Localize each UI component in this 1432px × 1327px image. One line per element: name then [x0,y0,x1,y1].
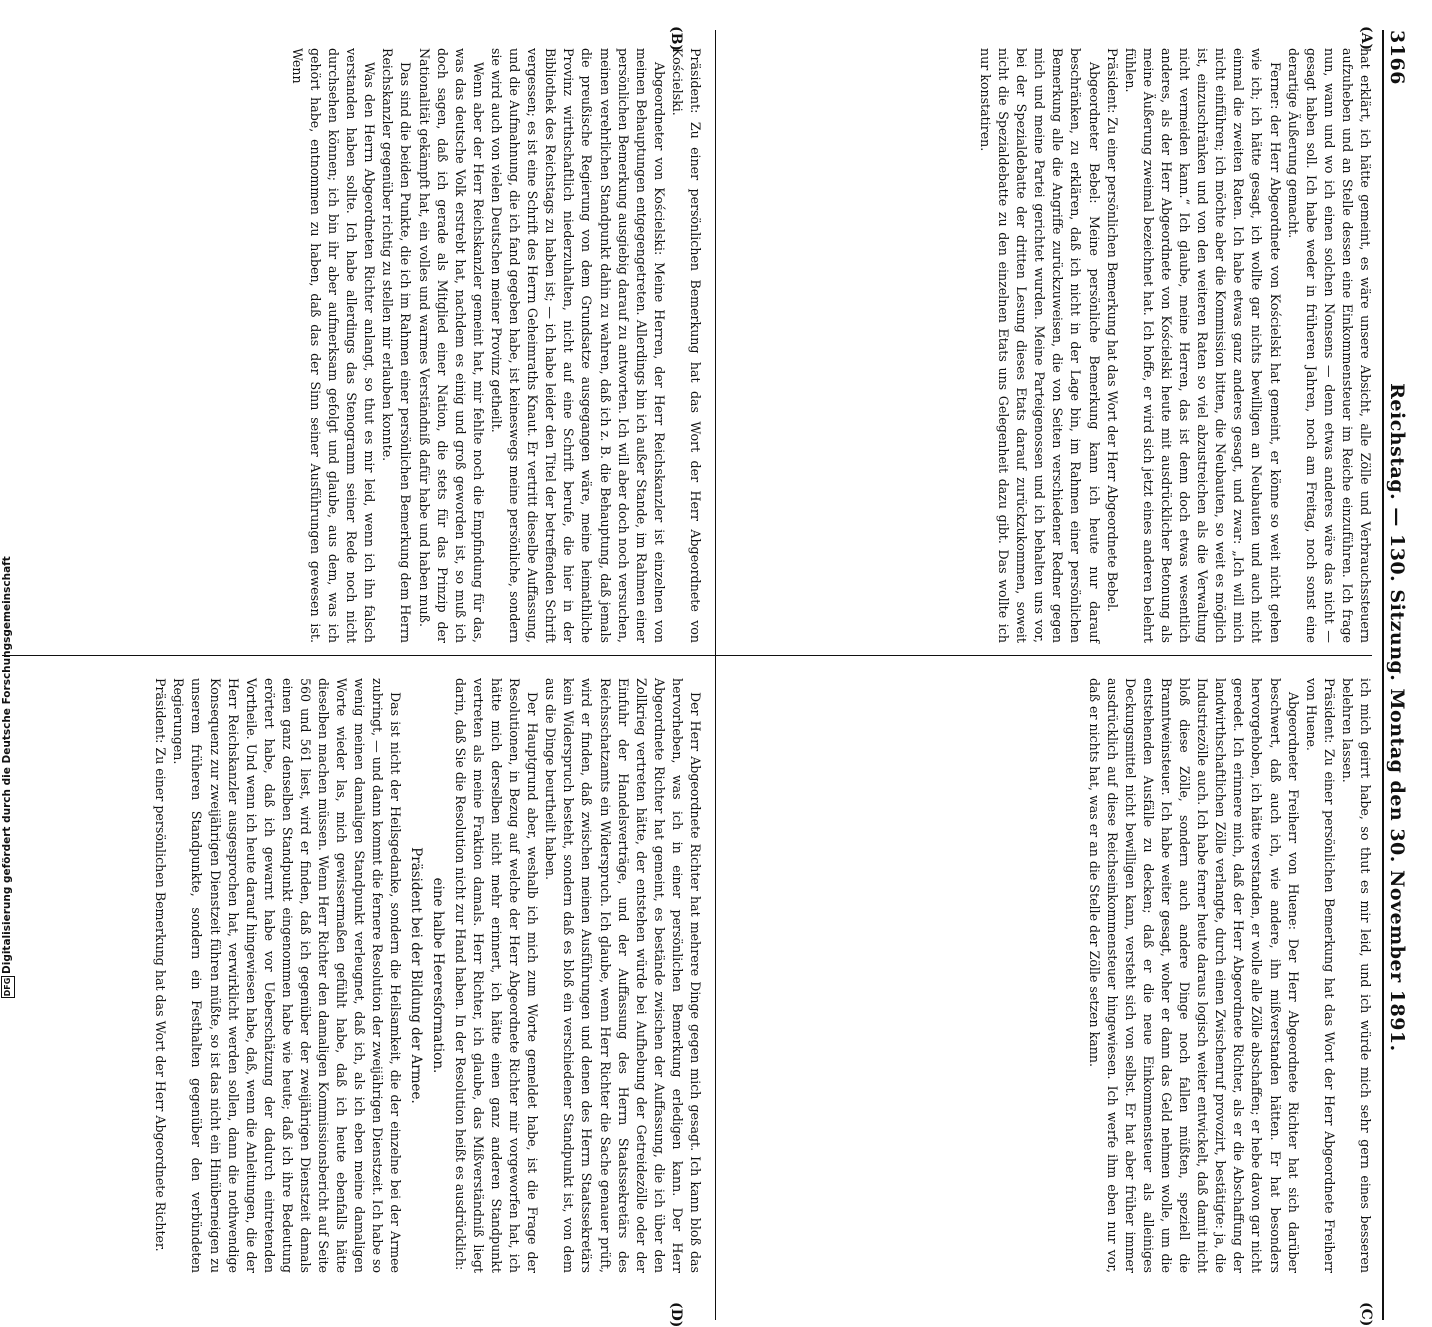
paragraph: Abgeordneter Freiherr von Huene: Der Herr Abgeordnete Richter hat sich darüber beschwert, daß auch ich, wie andere, ihn mißverstanden hätten. Er hat besonders hervorgehoben, ich hätte verstanden, er wolle alle Zölle abschaffen; er hebe davon gar nicht geredet. Ich erinnere mich, daß der Herr Abgeordnete Richter, als er die Abschaffung der landwirthschaftlichen Zölle verlangte, durch einen Zwischenruf provozirt, bestätigte: ja, die Industriezölle auch. Ich habe ferner heute daraus logisch weiter entwickelt, daß damit nicht bloß diese Zölle, sondern auch andere Dinge noch fallen müßten, speziell die Branntweinsteuer. Ich habe weiter gesagt, woher er dann das Geld nehmen wolle, um die entstehenden Ausfälle zu decken; daß er die neue Einkommensteuer als alleiniges Deckungsmittel nicht bewilligen kann, versteht sich von selbst. Er hat aber früher immer ausdrücklich auf diese Reichseinkommensteuer hingewiesen. Ich werfe ihm eben nur vor, daß er nichts hat, was er an die Stelle der Zölle setzen kann. [1086,678,1301,1273]
paragraph: Der Hauptgrund aber, weshalb ich mich zum Worte gemeldet habe, ist die Frage der Resolutionen, in Bezug auf welche der Herr Abgeordnete Richter mir vorgeworfen hat, ich hätte mich derselben nicht mehr erinnert, ich hätte einen ganz anderen Standpunkt vertreten als meine Fraktion damals. Herr Richter, ich glaube, das Mißverständniß liegt darin, daß Sie die Resolution nicht zur Hand haben. In der Resolution heißt es ausdrücklich: [452,678,541,1273]
column-top-left [978,48,1374,643]
paragraph: Abgeordneter von Kościelski: Meine Herren, der Herr Reichskanzler ist einzelnen von meinen Behauptungen entgegengetreten. Allerdings bin ich außer Stande, im Rahmen einer persönlichen Bemerkung ausgiebig darauf zu antworten. Ich will aber doch noch versuchen, meinen verehrlichen Standpunkt dahin zu wahren, daß ich z. B. die Behauptung, daß jemals die preußische Regierung von dem Grundsatze ausgegangen wäre, meine heimathliche Provinz wirthschaftlich niederzuhalten, nicht auf eine Schrift berufe, die hier in der Bibliothek des Reichstags zu haben ist; — ich habe leider den Titel der betreffenden Schrift vergessen; es ist eine Schrift des Herrn Geheimraths Knaut. Er vertritt dieselbe Auffassung, und die Aufmahnung, die ich fand gegeben habe, ist keineswegs meine persönliche, sondern sie wird auch von vielen Deutschen meiner Provinz getheilt. [488,48,667,643]
margin-mark-d: (D) [668,1302,684,1327]
margin-mark-c: (C) [1358,1302,1374,1327]
column-bottom-right [104,678,704,1273]
quoted-resolution: Präsident bei der Bildung der Armee. [407,847,424,1104]
column-divider [2,655,1372,656]
page-header [1382,30,1412,1320]
speaker-line: Präsident: Zu einer persönlichen Bemerkung hat das Wort der Herr Abgeordnete Freiherr von Huene. [1303,678,1337,1273]
quoted-resolution: eine halbe Heeresformation. [429,877,446,1074]
column-top-right [1086,678,1374,1273]
footer-credit: Digitalisierung gefördert durch die Deutsche Forschungsgemeinschaft [1,556,13,974]
speaker-line: Präsident: Zu einer persönlichen Bemerkung hat das Wort der Herr Abgeordnete von Kościelski. [669,48,703,643]
paragraph: Das sind die beiden Punkte, die ich im Rahmen einer persönlichen Bemerkung dem Herrn Reichskanzler gegenüber richtig zu stellen mir erlauben konnte. [380,48,414,643]
footer-strip [0,0,16,1000]
paragraph: Was den Herrn Abgeordneten Richter anlangt, so thut es mir leid, wenn ich ihn falsch verstanden haben sollte. Ich habe allerdings das Stenogramm seiner Rede noch nicht durchsehen können; ich bin ihr aber aufmerksam gefolgt und glaube, aus dem, was ich gehört habe, entnommen zu haben, daß das der Sinn seiner Ausführungen gewesen ist. Wenn [289,48,378,643]
paragraph: Wenn aber der Herr Reichskanzler gemeint hat, mir fehlte noch die Empfindung für das, was das deutsche Volk erstrebt hat, nachdem es einig und groß geworden ist, so muß ich doch sagen, daß ich gerade als Mitglied einer Nation, die stets für das Prinzip der Nationalität gekämpft hat, ein volles und warmes Verständniß dafür habe und haben muß. [416,48,486,643]
margin-mark-b: (B) [668,26,684,52]
footer-rotated [0,0,16,1000]
page-number: 3166 [1386,30,1408,85]
paragraph: Abgeordneter Bebel: Meine persönliche Bemerkung kann ich heute nur darauf beschränken, zu erklären, daß ich nicht in der Lage bin, im Rahmen einer persönlichen Bemerkung alle die Angriffe zurückzuweisen, die von Seiten verschiedener Redner gegen mich und meine Partei gerichtet wurden. Meine Parteigenossen und ich behalten uns vor, bei der Spezialdebatte der dritten Lesung dieses Etats darauf zurückzukommen, soweit nicht die Spezialdebatte zu den einzelnen Etats uns Gelegenheit dazu gibt. Das wollte ich nur konstatiren. [978,48,1102,643]
dfg-logo: DFG [1,976,15,998]
speaker-line: Präsident: Zu einer persönlichen Bemerkung hat das Wort der Herr Abgeordnete Richter. [153,678,169,1252]
paragraph: Ferner: der Herr Abgeordnete von Kościelski hat gemeint, er könne so weit nicht gehen wie ich; ich hätte gesagt, ich wollte gar nichts bewilligen an Neubauten und auch nicht einmal die zweiten Raten. Ich habe etwas ganz anderes gesagt, und zwar: „Ich will mich nicht einführen; ich möchte aber die Kommission bitten, die Neubauten, so weit es möglich ist, einzuschränken und von den weiteren Raten so viel abzustreichen als die Verwaltung nicht vermeiden kann.“ Ich glaube, meine Herren, das ist denn doch etwas wesentlich anderes, als der Herr Abgeordnete von Kościelski heute mit ausdrücklicher Betonung als meine Äußerung zweimal bezeichnet hat. Ich hoffe, er wird sich jetzt eines anderen belehrt fühlen. [1122,48,1283,643]
paragraph: Der Herr Abgeordnete Richter hat mehrere Dinge gegen mich gesagt. Ich kann bloß das hervorheben, was ich in einer persönlichen Bemerkung erledigen kann. Der Herr Abgeordnete Richter hat gemeint, es bestände zwischen der Auffassung, die ich über den Zollkrieg vertreten hätte, der entstehen würde bei Aufhebung der Getreidezölle oder der Einfuhr der Handelsverträge, und der Auffassung des Herrn Staatssekretärs des Reichsschatzamts ein Widerspruch. Ich glaube, wenn Herr Richter die Sache genauer prüft, wird er finden, daß zwischen meinen Ausführungen und denen des Herrn Staatssekretärs kein Widerspruch besteht, sondern daß es bloß ein verschiedener Standpunkt ist, von dem aus die Dinge beurtheilt haben. [543,678,703,1273]
header-title: Reichstag. — 130. Sitzung. Montag den 30. November 1891. [1386,383,1408,1052]
paragraph: Das ist nicht der Heilsgedanke, sondern die Heilsamkeit, die der einzelne bei der Armee zubringt, — und dann kommt die fernere Resolution der zweijährigen Dienstzeit. Ich habe so wenig meinen damaligen Standpunkt verleugnet, daß ich, als ich eben meine damaligen Worte wieder las, mich gewissermaßen gefühlt habe, daß ich heute ebenfalls hätte dieselben machen müssen. Wenn Herr Richter den damaligen Kommissionsbericht auf Seite 560 und 561 liest, wird er finden, daß ich gegenüber der zweijährigen Dienstzeit damals einen ganz denselben Standpunkt eingenommen habe wie heute; daß ich ihre Bedeutung erörtert habe, daß ich gewarnt habe vor Ueberschätzung der dadurch eintretenden Vortheile. Und wenn ich heute darauf hingewiesen habe, daß, wenn die Anleitungen, die der Herr Reichskanzler ausgesprochen hat, verwirklicht werden sollen, dann die nothwendige Konsequenz zur zweijährigen Dienstzeit führen müßte, so ist das nicht ein Hinüberneigen zu unserem früheren Standpunkte, sondern ein Festhalten gegenüber den verbündeten Regierungen. [171,678,404,1273]
paragraph: ich mich geirrt habe, so thut es mir leid, und ich würde mich sehr gern eines besseren belehren lassen. [1339,678,1373,1273]
paragraph: hat erklärt, ich hätte gemeint, es wäre unsere Absicht, alle Zölle und Verbrauchssteuern aufzuheben und an Stelle dessen eine Einkommensteuer im Reiche einzuführen. Ich frage nun, wann und wo ich einen solchen Nonsens — denn etwas anderes wäre das nicht — gesagt haben soll. Ich habe weder in früheren Jahren, noch am Freitag, noch sonst eine derartige Äußerung gemacht. [1285,48,1373,643]
section-divider [715,30,716,1320]
speaker-line: Präsident: Zu einer persönlichen Bemerkung hat das Wort der Herr Abgeordnete Bebel. [1104,48,1120,613]
column-bottom-left [104,48,704,643]
margin-mark-a: (A) [1358,26,1374,51]
